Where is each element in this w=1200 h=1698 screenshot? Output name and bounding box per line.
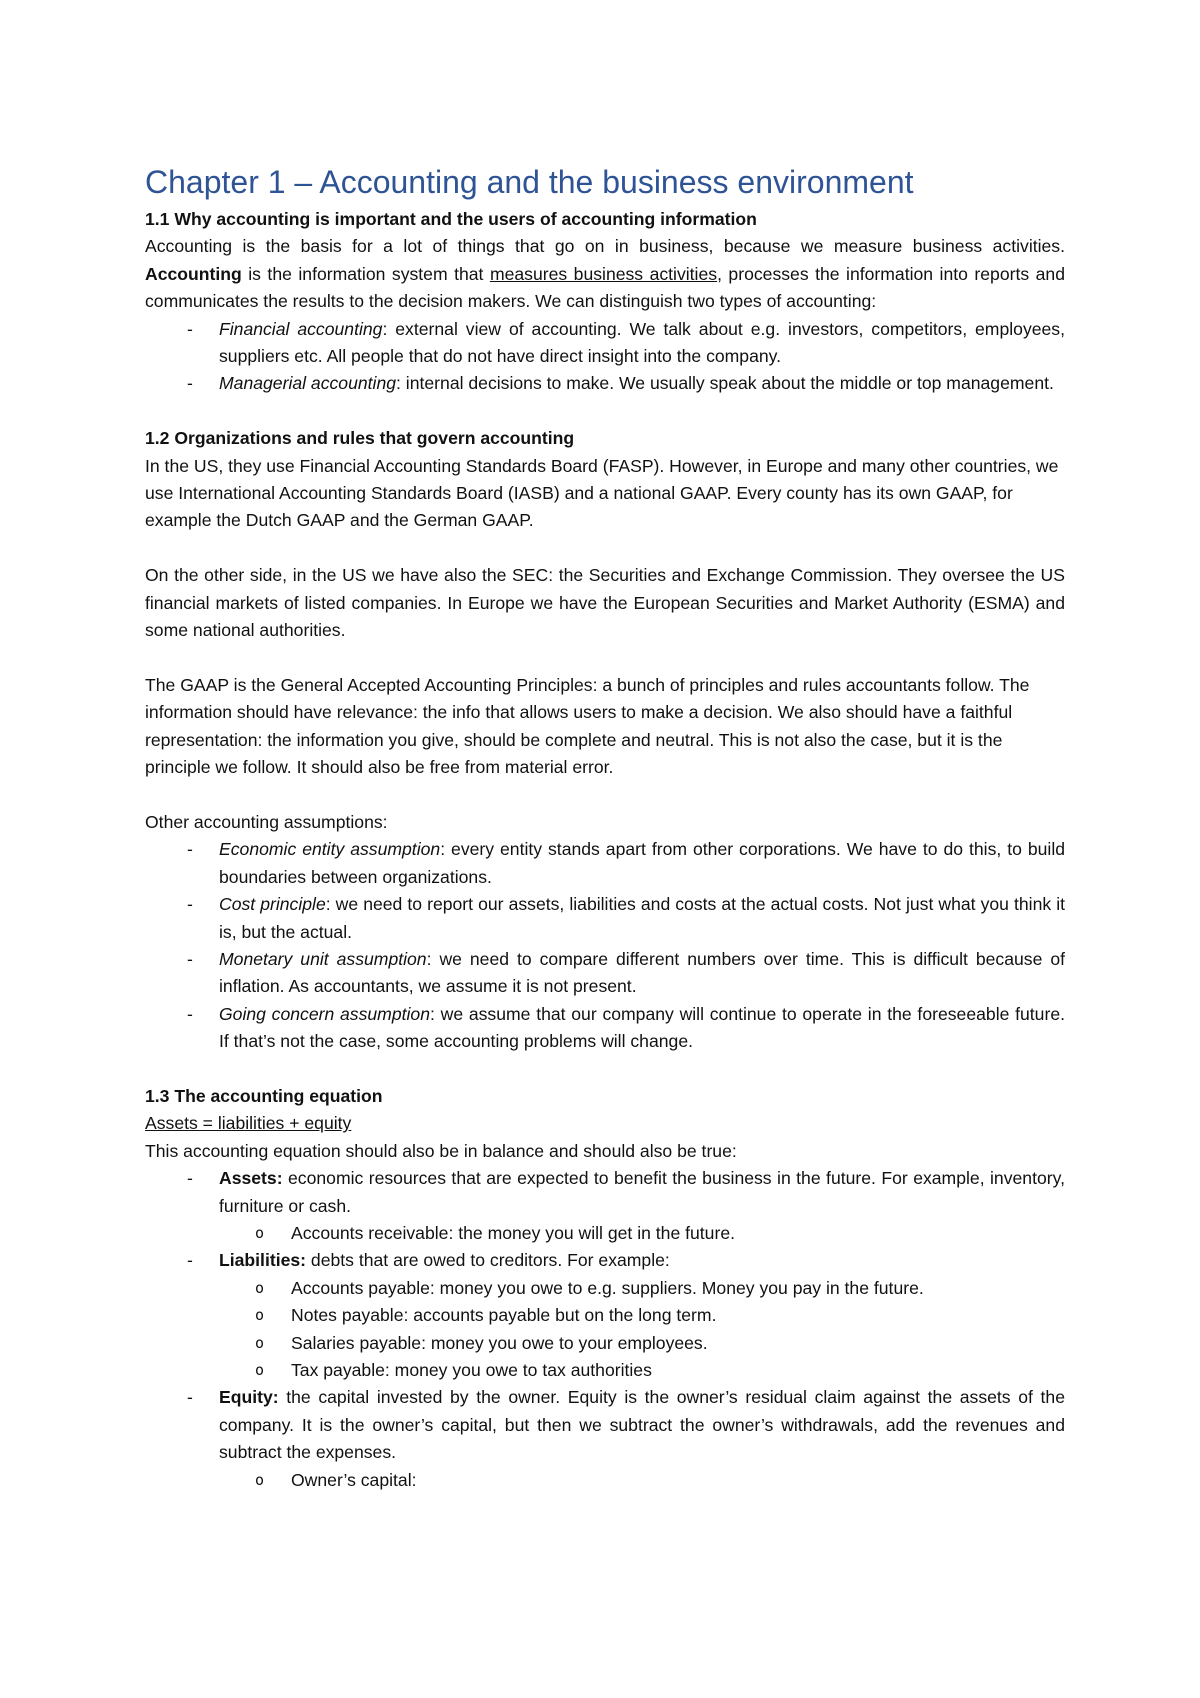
item-text: the capital invested by the owner. Equity is the owner’s residual claim against the assets of the company. It is the owner’s capital, but then we subtract the owner’s withdrawals, add the revenues and subtract the expenses.: [219, 1387, 1065, 1463]
item-term: Assets:: [219, 1168, 283, 1189]
sub-list-item: [145, 1275, 1065, 1302]
item-text: : every entity stands apart from other corporations. We have to do this, to build boundaries between organizations.: [219, 839, 1066, 887]
list-item-liabilities: [145, 1247, 1065, 1384]
paragraph-standards: In the US, they use Financial Accounting Standards Board (FASP). However, in Europe and many other countries, we use International Accounting Standards Board (IASB) and a national GAAP. Every county has its own GAAP, for example the Dutch GAAP and the German GAAP.: [145, 455, 1059, 531]
section-heading-1-3: 1.3 The accounting equation: [145, 1085, 383, 1106]
list-item: [145, 370, 1065, 397]
dash-marker: -: [187, 894, 193, 915]
item-term: Managerial accounting: [219, 373, 397, 394]
paragraph-assumptions-intro: Other accounting assumptions:: [145, 811, 388, 832]
sub-list-item: [145, 1467, 1065, 1494]
dash-marker: -: [187, 373, 193, 394]
assumptions-list: [145, 836, 1065, 1055]
paragraph-accounting-intro: [145, 233, 1065, 315]
section-heading-1-1: 1.1 Why accounting is important and the users of accounting information: [145, 209, 757, 229]
dash-marker: -: [187, 318, 193, 339]
dash-marker: -: [187, 1003, 193, 1024]
sub-list-item: [145, 1220, 1065, 1247]
item-text: : external view of accounting. We talk about e.g. investors, competitors, employees, suppliers etc. All people that do not have direct insight into the company.: [219, 318, 1065, 367]
item-term: Monetary unit assumption: [219, 948, 427, 969]
circle-marker: o: [255, 1360, 265, 1379]
dash-marker: -: [187, 1387, 193, 1408]
sub-item-text: Owner’s capital:: [291, 1469, 417, 1490]
sub-list-item: [145, 1357, 1065, 1384]
item-term: Going concern assumption: [219, 1003, 430, 1024]
sub-item-text: Tax payable: money you owe to tax authorities: [291, 1359, 652, 1380]
circle-marker: o: [255, 1333, 265, 1352]
equity-sublist: [219, 1467, 1065, 1494]
accounting-types-list: [145, 316, 1065, 398]
intro-text-c: is the information system that: [241, 263, 490, 284]
dash-marker: -: [187, 1168, 193, 1189]
intro-text-e: , processes the information into reports and communicates the results to the decision makers. We can distinguish two types of accounting:: [145, 263, 1066, 312]
section-heading-1-2: 1.2 Organizations and rules that govern accounting: [145, 428, 575, 449]
equation-components-list: [145, 1165, 1065, 1494]
list-item-assets: [145, 1165, 1065, 1247]
circle-marker: o: [255, 1223, 265, 1242]
dash-marker: -: [187, 948, 193, 969]
assets-sublist: [219, 1220, 1065, 1247]
circle-marker: o: [255, 1306, 265, 1325]
sub-item-text: Salaries payable: money you owe to your employees.: [291, 1332, 708, 1353]
paragraph-sec: On the other side, in the US we have also the SEC: the Securities and Exchange Commission. They oversee the US financial markets of listed companies. In Europe we have the European Securities and Market Authority (ESMA) and some national authorities.: [145, 565, 1065, 641]
chapter-title: Chapter 1 – Accounting and the business environment: [145, 164, 914, 200]
item-term: Financial accounting: [219, 318, 383, 339]
list-item: [145, 316, 1065, 371]
sub-item-text: Accounts payable: money you owe to e.g. suppliers. Money you pay in the future.: [291, 1277, 924, 1298]
item-text: : we need to report our assets, liabilities and costs at the actual costs. Not just what you think it is, but the actual.: [219, 894, 1065, 942]
sub-item-text: Notes payable: accounts payable but on the long term.: [291, 1305, 717, 1326]
item-text: : we need to compare different numbers over time. This is difficult because of inflation. As accountants, we assume it is not present.: [219, 948, 1065, 997]
sub-list-item: [145, 1330, 1065, 1357]
item-term: Cost principle: [219, 894, 326, 915]
liabilities-sublist: [219, 1275, 1065, 1385]
dash-marker: -: [187, 1250, 193, 1271]
item-text: : we assume that our company will continue to operate in the foreseeable future. If that’s not the case, some accounting problems will change.: [219, 1003, 1065, 1052]
accounting-equation: [145, 1110, 1065, 1137]
intro-term-accounting: Accounting: [145, 263, 242, 284]
item-term: Economic entity assumption: [219, 839, 441, 860]
sub-item-text: Accounts receivable: the money you will get in the future.: [291, 1222, 735, 1243]
paragraph-gaap: The GAAP is the General Accepted Accounting Principles: a bunch of principles and rules accountants follow. The information should have relevance: the info that allows users to make a decision. We also should have a faithful representation: the information you give, should be complete and neutral. This is not also the case, but it is the principle we follow. It should also be free from material error.: [145, 674, 1030, 778]
equation-text: Assets = liabilities + equity: [145, 1113, 352, 1134]
list-item: [145, 891, 1065, 946]
item-text: debts that are owed to creditors. For example:: [306, 1250, 670, 1271]
item-term: Liabilities:: [219, 1250, 307, 1271]
list-item-equity: [145, 1384, 1065, 1494]
circle-marker: o: [255, 1278, 265, 1297]
item-text: economic resources that are expected to benefit the business in the future. For example, inventory, furniture or cash.: [219, 1168, 1065, 1216]
dash-marker: -: [187, 839, 193, 860]
item-text: : internal decisions to make. We usually speak about the middle or top management.: [396, 373, 1054, 394]
intro-text-a: Accounting is the basis for a lot of things that go on in business, because we measure business activities.: [145, 236, 1065, 257]
item-term: Equity:: [219, 1387, 279, 1408]
list-item: [145, 836, 1065, 891]
intro-underline: measures business activities: [489, 263, 718, 284]
paragraph-equation-balance: This accounting equation should also be in balance and should also be true:: [145, 1140, 737, 1161]
list-item: [145, 946, 1065, 1001]
list-item: [145, 1001, 1065, 1056]
document-page: [145, 160, 1065, 1494]
sub-list-item: [145, 1302, 1065, 1329]
circle-marker: o: [255, 1470, 265, 1489]
